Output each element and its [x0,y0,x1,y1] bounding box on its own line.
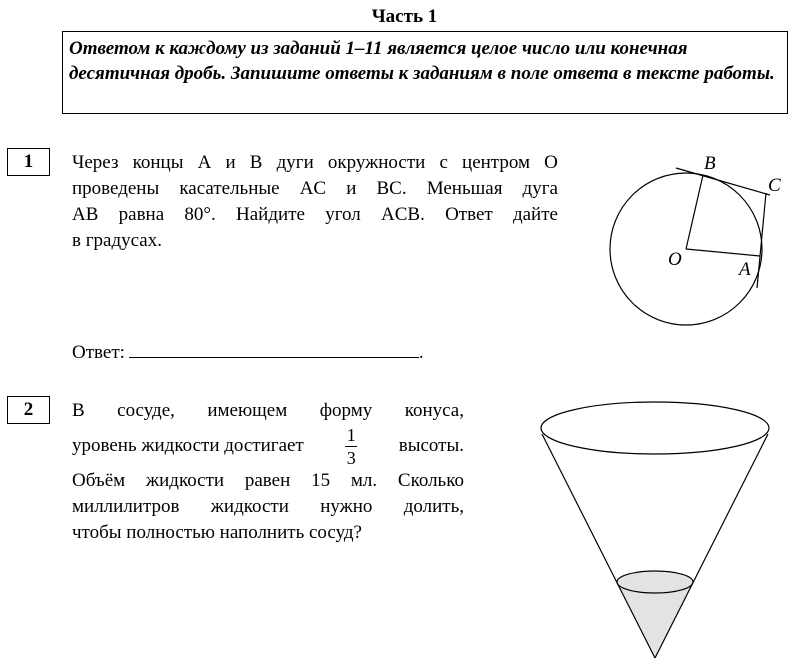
task-2-line-1: В сосуде, имеющем форму конуса, [72,400,464,421]
task-2-line-2-end: высоты. [398,435,464,456]
label-c: C [768,175,781,196]
cone-left-side [542,434,655,658]
instructions-box: Ответом к каждому из заданий 1–11 является целое число или конечная десятичная дробь. Запишите ответы к заданиям в поле ответа в тексте работы. [62,31,788,114]
task-1-line-1: Через концы A и B дуги окружности с центром O [72,152,558,173]
task-1-line-3: AB равна 80°. Найдите угол ACB. Ответ дайте [72,204,558,225]
task-1-text [72,150,558,254]
fraction-numerator: 1 [346,424,356,445]
task-2-line-5: чтобы полностью наполнить сосуд? [72,522,362,543]
task-1-answer [72,339,424,364]
task-2-line-4: миллилитров жидкости нужно долить, [72,496,464,517]
answer-field[interactable] [129,339,419,358]
liquid-surface [617,571,693,593]
tangent-bc [676,168,770,195]
task-2-text [72,398,464,546]
fraction-one-third [345,426,357,467]
task-2-line-3: Объём жидкости равен 15 мл. Сколько [72,470,464,491]
radius-ob [686,175,703,249]
cone-figure [530,395,780,665]
task-1-number: 1 [7,148,50,176]
task-1-line-2: проведены касательные AC и BC. Меньшая дуга [72,178,558,199]
task-2-number: 2 [7,396,50,424]
task-2-line-2 [72,424,464,468]
part-title: Часть 1 [371,6,438,27]
radius-oa [686,249,760,256]
fraction-denominator: 3 [346,447,356,468]
label-b: B [704,153,716,174]
answer-period: . [418,342,424,363]
cone-right-side [655,434,768,658]
tangent-ac [757,193,766,288]
label-a: A [739,259,751,280]
task-2-line-2-start: уровень жидкости достигает [72,435,304,456]
answer-label: Ответ: [72,342,125,363]
label-o: O [668,249,682,270]
task-1-line-4: в градусах. [72,230,162,251]
cone-top-rim [541,402,769,454]
circle-tangents-figure [600,148,790,338]
